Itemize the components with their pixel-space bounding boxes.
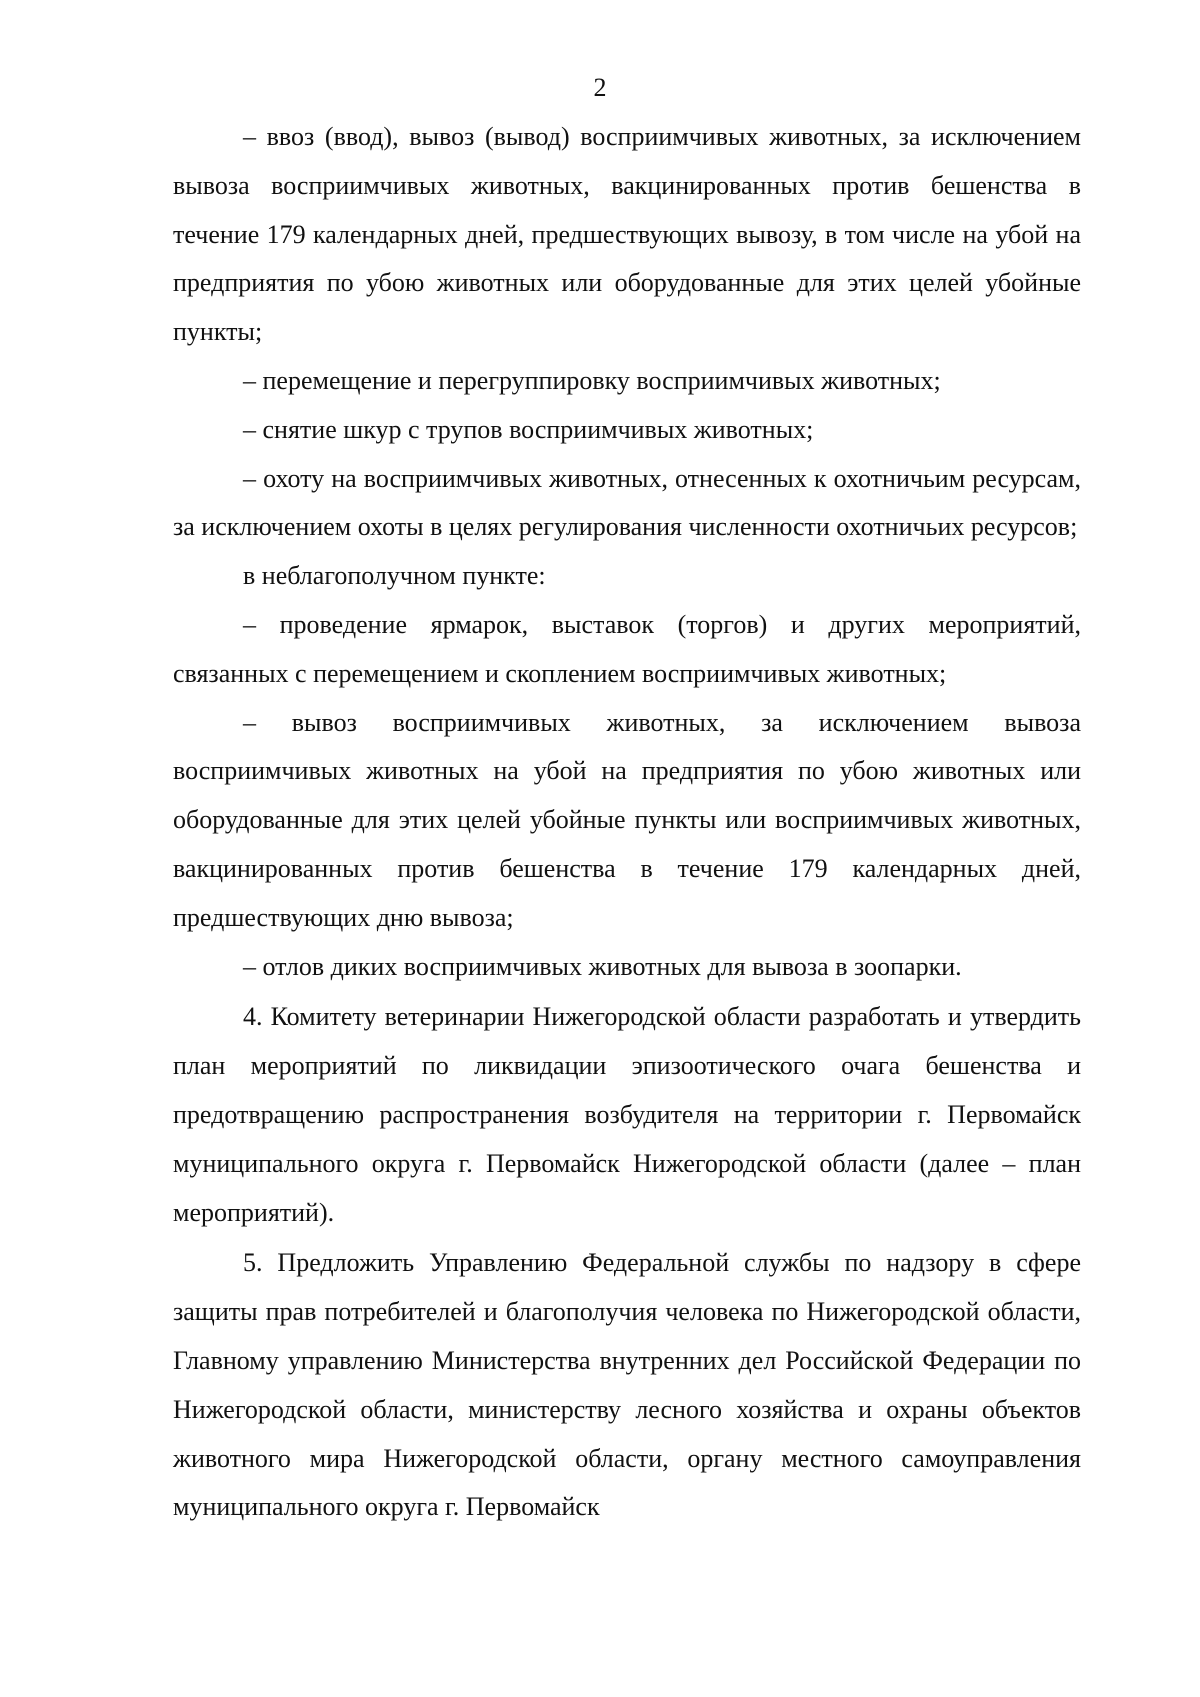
document-body: [173, 113, 1081, 1532]
paragraph-import-export-ban: – ввоз (ввод), вывоз (вывод) восприимчивых животных, за исключением вывоза восприимчивых животных, вакцинированных против бешенства в течение 179 календарных дней, предшествующих вывозу, в том числе на убой на предприятия по убою животных или оборудованные для этих целей убойные пункты;: [173, 122, 1081, 347]
paragraph-fairs-ban: – проведение ярмарок, выставок (торгов) и других мероприятий, связанных с перемещением и скоплением восприимчивых животных;: [173, 609, 1081, 688]
paragraph-affected-point-heading: в неблагополучном пункте:: [243, 561, 546, 591]
paragraph-item-4: 4. Комитету ветеринарии Нижегородской области разработать и утвердить план мероприятий по ликвидации эпизоотического очага бешенства и предотвращению распространения возбудителя на территории г. Первомайск муниципального округа г. Первомайск Нижегородской области (далее – план мероприятий).: [173, 1002, 1081, 1227]
paragraph-hunting-ban: – охоту на восприимчивых животных, отнесенных к охотничьим ресурсам, за исключением охоты в целях регулирования численности охотничьих ресурсов;: [173, 463, 1081, 542]
paragraph-export-ban: – вывоз восприимчивых животных, за исключением вывоза восприимчивых животных на убой на предприятия по убою животных или оборудованные для этих целей убойные пункты или восприимчивых животных, вакцинированных против бешенства в течение 179 календарных дней, предшествующих дню вывоза;: [173, 707, 1081, 932]
page-number: 2: [593, 73, 607, 102]
paragraph-item-5: 5. Предложить Управлению Федеральной службы по надзору в сфере защиты прав потребителей и благополучия человека по Нижегородской области, Главному управлению Министерства внутренних дел Российской Федерации по Нижегородской области, министерству лесного хозяйства и охраны объектов животного мира Нижегородской области, органу местного самоуправления муниципального округа г. Первомайск: [173, 1248, 1081, 1522]
paragraph-skinning-ban: – снятие шкур с трупов восприимчивых животных;: [243, 414, 814, 444]
paragraph-movement-ban: – перемещение и перегруппировку восприимчивых животных;: [243, 365, 941, 395]
paragraph-capture-ban: – отлов диких восприимчивых животных для вывоза в зоопарки.: [243, 951, 962, 981]
